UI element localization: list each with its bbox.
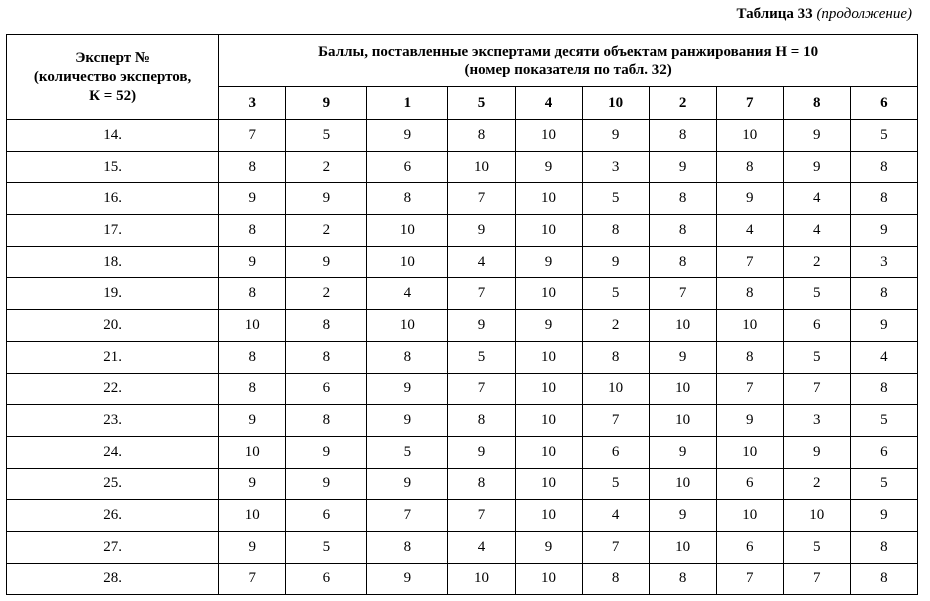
score-cell: 10	[716, 500, 783, 532]
score-cell: 9	[219, 531, 286, 563]
column-number-header: 3	[219, 87, 286, 120]
score-cell: 5	[850, 468, 917, 500]
column-number-header: 5	[448, 87, 515, 120]
expert-number-cell: 19.	[7, 278, 219, 310]
expert-number-cell: 21.	[7, 341, 219, 373]
table-row	[7, 373, 918, 405]
table-row	[7, 468, 918, 500]
table-row	[7, 215, 918, 247]
score-cell: 10	[515, 278, 582, 310]
score-cell: 7	[219, 563, 286, 595]
score-cell: 9	[783, 120, 850, 152]
score-cell: 8	[448, 468, 515, 500]
score-cell: 9	[783, 151, 850, 183]
score-cell: 8	[219, 215, 286, 247]
score-cell: 9	[367, 468, 448, 500]
score-cell: 10	[649, 373, 716, 405]
score-cell: 6	[716, 531, 783, 563]
score-cell: 7	[448, 278, 515, 310]
column-number-header: 9	[286, 87, 367, 120]
score-cell: 8	[582, 563, 649, 595]
table-row	[7, 183, 918, 215]
score-cell: 6	[286, 500, 367, 532]
score-cell: 8	[649, 246, 716, 278]
score-cell: 9	[286, 468, 367, 500]
score-cell: 8	[850, 278, 917, 310]
score-cell: 3	[582, 151, 649, 183]
score-cell: 9	[716, 405, 783, 437]
score-cell: 8	[367, 183, 448, 215]
score-cell: 10	[716, 436, 783, 468]
table-row	[7, 151, 918, 183]
score-cell: 8	[286, 405, 367, 437]
score-cell: 10	[448, 563, 515, 595]
score-cell: 8	[367, 531, 448, 563]
score-cell: 6	[850, 436, 917, 468]
score-cell: 10	[649, 405, 716, 437]
score-cell: 4	[850, 341, 917, 373]
expert-column-header	[7, 35, 219, 120]
expert-number-cell: 17.	[7, 215, 219, 247]
score-cell: 5	[582, 468, 649, 500]
expert-header-line: Эксперт №	[75, 49, 150, 66]
score-cell: 9	[582, 120, 649, 152]
score-cell: 7	[582, 405, 649, 437]
score-cell: 2	[582, 310, 649, 342]
expert-number-cell: 26.	[7, 500, 219, 532]
score-cell: 9	[367, 373, 448, 405]
score-cell: 7	[219, 120, 286, 152]
score-cell: 5	[850, 405, 917, 437]
score-cell: 10	[716, 310, 783, 342]
expert-number-cell: 15.	[7, 151, 219, 183]
table-row	[7, 310, 918, 342]
score-cell: 7	[716, 563, 783, 595]
score-cell: 7	[448, 500, 515, 532]
score-cell: 2	[286, 278, 367, 310]
score-cell: 4	[783, 215, 850, 247]
score-cell: 9	[515, 531, 582, 563]
table-row	[7, 500, 918, 532]
score-cell: 9	[649, 500, 716, 532]
score-cell: 10	[783, 500, 850, 532]
score-cell: 10	[367, 215, 448, 247]
expert-number-cell: 20.	[7, 310, 219, 342]
table-row	[7, 563, 918, 595]
score-cell: 4	[783, 183, 850, 215]
score-cell: 10	[649, 310, 716, 342]
score-cell: 7	[649, 278, 716, 310]
score-cell: 9	[448, 215, 515, 247]
expert-number-cell: 23.	[7, 405, 219, 437]
score-cell: 10	[716, 120, 783, 152]
score-cell: 2	[783, 246, 850, 278]
score-cell: 7	[783, 373, 850, 405]
score-cell: 5	[582, 278, 649, 310]
score-cell: 6	[367, 151, 448, 183]
expert-number-cell: 28.	[7, 563, 219, 595]
table-row	[7, 341, 918, 373]
score-cell: 8	[649, 215, 716, 247]
score-cell: 8	[649, 183, 716, 215]
score-cell: 10	[515, 436, 582, 468]
score-cell: 6	[783, 310, 850, 342]
score-cell: 8	[649, 120, 716, 152]
score-cell: 7	[582, 531, 649, 563]
score-cell: 4	[448, 246, 515, 278]
score-cell: 5	[286, 120, 367, 152]
table-number: Таблица 33	[736, 6, 813, 22]
score-cell: 8	[850, 563, 917, 595]
score-cell: 5	[783, 341, 850, 373]
score-cell: 10	[515, 120, 582, 152]
score-cell: 5	[850, 120, 917, 152]
score-cell: 9	[850, 310, 917, 342]
score-cell: 9	[219, 405, 286, 437]
score-cell: 10	[367, 310, 448, 342]
score-cell: 10	[515, 215, 582, 247]
score-cell: 9	[515, 310, 582, 342]
score-cell: 10	[515, 500, 582, 532]
column-number-header: 10	[582, 87, 649, 120]
score-cell: 5	[286, 531, 367, 563]
expert-number-cell: 24.	[7, 436, 219, 468]
score-cell: 10	[649, 531, 716, 563]
score-cell: 9	[286, 436, 367, 468]
table-row	[7, 246, 918, 278]
score-cell: 8	[850, 373, 917, 405]
score-cell: 8	[367, 341, 448, 373]
score-cell: 6	[716, 468, 783, 500]
score-cell: 9	[219, 246, 286, 278]
score-cell: 7	[367, 500, 448, 532]
score-cell: 10	[515, 183, 582, 215]
score-cell: 8	[219, 151, 286, 183]
expert-number-cell: 22.	[7, 373, 219, 405]
score-cell: 8	[850, 531, 917, 563]
score-cell: 9	[448, 436, 515, 468]
score-cell: 5	[367, 436, 448, 468]
score-cell: 9	[850, 500, 917, 532]
column-number-header: 7	[716, 87, 783, 120]
scores-header-line: Баллы, поставленные экспертами десяти объектам ранжирования Н = 10	[318, 43, 819, 60]
score-cell: 8	[716, 341, 783, 373]
score-cell: 8	[219, 278, 286, 310]
score-cell: 9	[219, 468, 286, 500]
score-cell: 9	[286, 246, 367, 278]
table-caption	[736, 6, 912, 23]
score-cell: 7	[716, 246, 783, 278]
expert-number-cell: 14.	[7, 120, 219, 152]
table-row	[7, 278, 918, 310]
score-cell: 10	[367, 246, 448, 278]
score-cell: 4	[716, 215, 783, 247]
score-cell: 9	[850, 215, 917, 247]
expert-header-line: К = 52)	[89, 87, 137, 104]
score-cell: 9	[582, 246, 649, 278]
score-cell: 6	[286, 373, 367, 405]
column-number-header: 2	[649, 87, 716, 120]
table-row	[7, 405, 918, 437]
score-cell: 7	[448, 183, 515, 215]
score-cell: 9	[515, 246, 582, 278]
score-cell: 9	[783, 436, 850, 468]
table-body	[7, 120, 918, 595]
score-cell: 8	[582, 215, 649, 247]
score-cell: 9	[367, 405, 448, 437]
scores-group-header	[219, 35, 918, 87]
score-cell: 8	[850, 151, 917, 183]
expert-number-cell: 16.	[7, 183, 219, 215]
score-cell: 9	[219, 183, 286, 215]
table-row	[7, 531, 918, 563]
score-cell: 4	[367, 278, 448, 310]
scores-header-line: (номер показателя по табл. 32)	[464, 61, 672, 78]
score-cell: 5	[783, 278, 850, 310]
expert-number-cell: 27.	[7, 531, 219, 563]
score-cell: 7	[783, 563, 850, 595]
score-cell: 10	[515, 563, 582, 595]
score-cell: 8	[219, 341, 286, 373]
score-cell: 7	[716, 373, 783, 405]
score-cell: 8	[286, 341, 367, 373]
column-number-header: 8	[783, 87, 850, 120]
score-cell: 9	[716, 183, 783, 215]
score-cell: 9	[649, 151, 716, 183]
score-cell: 10	[515, 405, 582, 437]
score-cell: 9	[286, 183, 367, 215]
score-cell: 5	[448, 341, 515, 373]
score-cell: 8	[850, 183, 917, 215]
score-cell: 8	[582, 341, 649, 373]
score-cell: 8	[286, 310, 367, 342]
table-continuation-note: (продолжение)	[816, 6, 912, 22]
score-cell: 4	[582, 500, 649, 532]
score-cell: 10	[515, 341, 582, 373]
score-cell: 7	[448, 373, 515, 405]
score-cell: 9	[367, 120, 448, 152]
scores-table	[6, 34, 918, 595]
score-cell: 8	[448, 120, 515, 152]
score-cell: 10	[649, 468, 716, 500]
score-cell: 4	[448, 531, 515, 563]
score-cell: 10	[515, 468, 582, 500]
score-cell: 10	[582, 373, 649, 405]
score-cell: 9	[515, 151, 582, 183]
score-cell: 10	[515, 373, 582, 405]
table-row	[7, 120, 918, 152]
score-cell: 2	[783, 468, 850, 500]
score-cell: 9	[649, 341, 716, 373]
column-number-header: 1	[367, 87, 448, 120]
score-cell: 10	[448, 151, 515, 183]
score-cell: 5	[582, 183, 649, 215]
score-cell: 3	[783, 405, 850, 437]
score-cell: 9	[649, 436, 716, 468]
column-number-header: 6	[850, 87, 917, 120]
expert-number-cell: 25.	[7, 468, 219, 500]
score-cell: 10	[219, 310, 286, 342]
score-cell: 9	[367, 563, 448, 595]
score-cell: 10	[219, 500, 286, 532]
score-cell: 2	[286, 215, 367, 247]
expert-header-line: (количество экспертов,	[33, 68, 192, 85]
score-cell: 8	[219, 373, 286, 405]
table-row	[7, 436, 918, 468]
score-cell: 10	[219, 436, 286, 468]
score-cell: 6	[582, 436, 649, 468]
score-cell: 8	[649, 563, 716, 595]
column-number-header: 4	[515, 87, 582, 120]
expert-number-cell: 18.	[7, 246, 219, 278]
score-cell: 8	[448, 405, 515, 437]
score-cell: 8	[716, 278, 783, 310]
score-cell: 5	[783, 531, 850, 563]
score-cell: 8	[716, 151, 783, 183]
score-cell: 2	[286, 151, 367, 183]
score-cell: 6	[286, 563, 367, 595]
score-cell: 3	[850, 246, 917, 278]
score-cell: 9	[448, 310, 515, 342]
